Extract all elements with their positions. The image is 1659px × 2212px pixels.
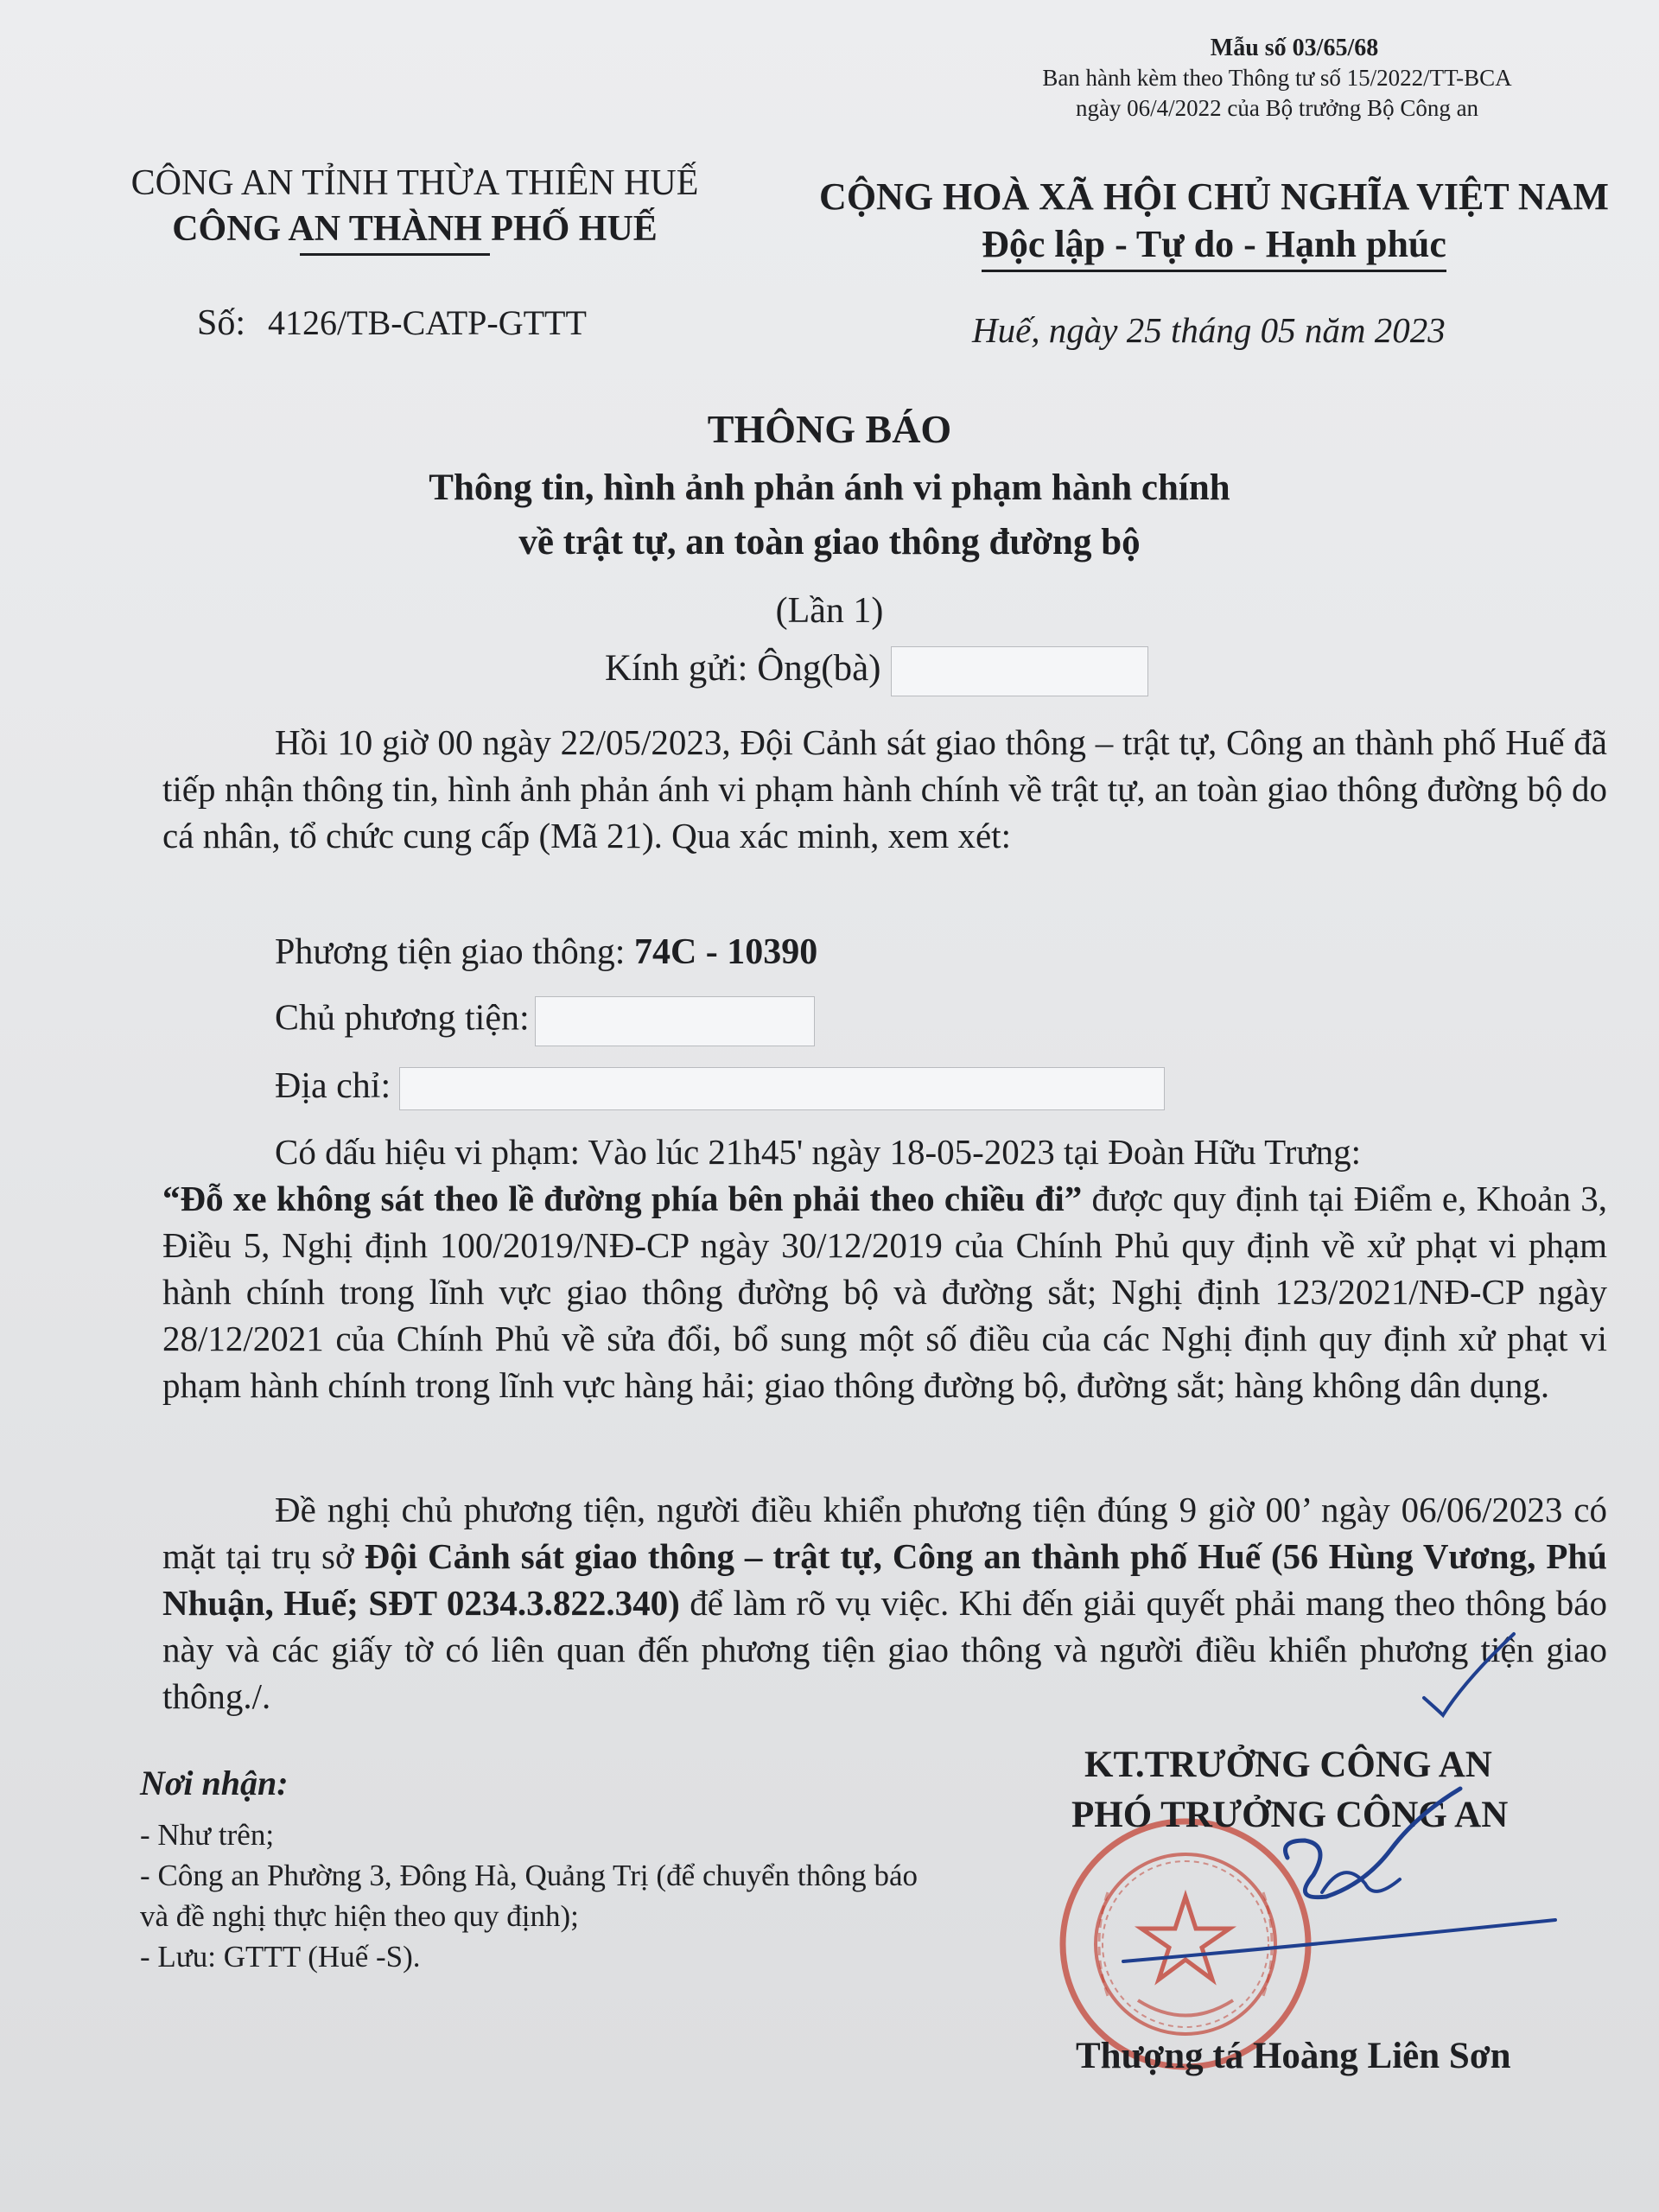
paragraph-violation <box>162 1128 1607 1408</box>
recipients-list <box>140 1815 918 1977</box>
document-number-value: 4126/TB-CATP-GTTT <box>268 303 587 342</box>
paragraph-request <box>162 1486 1607 1719</box>
vehicle-label: Phương tiện giao thông: <box>275 932 626 972</box>
redacted-address-box <box>399 1067 1165 1110</box>
form-number: Mẫu số 03/65/68 <box>1210 35 1379 61</box>
recipient-line <box>605 646 1148 696</box>
document-number <box>197 302 587 344</box>
document-date: Huế, ngày 25 tháng 05 năm 2023 <box>972 310 1446 350</box>
recipients-heading: Nơi nhận: <box>140 1764 289 1802</box>
document-number-label: Số: <box>197 303 246 343</box>
recipient-label: Kính gửi: Ông(bà) <box>605 647 881 689</box>
form-issued-line-2: ngày 06/4/2022 của Bộ trưởng Bộ Công an <box>1075 95 1479 121</box>
request-intro-text: Đề nghị chủ phương tiện, người điều khiển phương tiện đúng 9 giờ 00’ ngày 06/06/2023 có mặt tại trụ sở <box>162 1490 1607 1576</box>
handwritten-signature <box>1106 1780 1573 1996</box>
notice-round: (Lần 1) <box>775 591 884 631</box>
redacted-owner-box <box>535 996 815 1046</box>
paragraph-intake-text: Hồi 10 giờ 00 ngày 22/05/2023, Đội Cảnh sát giao thông – trật tự, Công an thành phố Huế đã tiếp nhận thông tin, hình ảnh phản ánh vi phạm hành chính về trật tự, an toàn giao thông đường bộ do cá nhân, tổ chức cung cấp (Mã 21). Qua xác minh, xem xét: <box>162 722 1607 855</box>
address-line <box>275 1065 1165 1110</box>
owner-line <box>275 996 815 1046</box>
form-number-block <box>975 33 1580 124</box>
recipient-item: - Công an Phường 3, Đông Hà, Quảng Trị (để chuyển thông báo và đề nghị thực hiện theo quy định); <box>140 1859 918 1933</box>
checkmark-icon <box>1417 1629 1521 1724</box>
agency-name: CÔNG AN THÀNH PHỐ HUẾ <box>172 209 658 249</box>
form-issued-line-1: Ban hành kèm theo Thông tư số 15/2022/TT-BCA <box>1042 65 1512 91</box>
national-header <box>804 173 1624 272</box>
issuing-agency-header <box>78 160 752 256</box>
violation-legal-basis: được quy định tại Điểm e, Khoản 3, Điều 5, Nghị định 100/2019/NĐ-CP ngày 30/12/2019 của Chính Phủ quy định về xử phạt vi phạm hành chính trong lĩnh vực giao thông đường bộ và đường sắt; Nghị định 123/2021/NĐ-CP ngày 28/12/2021 của Chính Phủ về sửa đổi, bổ sung một số điều của các Nghị định quy định xử phạt vi phạm hành chính trong lĩnh vực hàng hải; giao thông đường bộ, đường sắt; hàng không dân dụng. <box>162 1179 1607 1405</box>
request-rest: để làm rõ vụ việc. Khi đến giải quyết phải mang theo thông báo này và các giấy tờ có liên quan đến phương tiện giao thông và người điều khiển phương tiện giao thông./. <box>162 1583 1607 1716</box>
address-label: Địa chỉ: <box>275 1066 391 1106</box>
national-name: CỘNG HOÀ XÃ HỘI CHỦ NGHĨA VIỆT NAM <box>819 175 1609 218</box>
agency-parent: CÔNG AN TỈNH THỪA THIÊN HUẾ <box>130 163 699 203</box>
recipient-item: - Lưu: GTTT (Huế -S). <box>140 1940 421 1974</box>
notice-title: THÔNG BÁO <box>707 407 952 451</box>
paragraph-intake <box>162 719 1607 859</box>
agency-underline <box>300 253 490 256</box>
signature-title-2: PHÓ TRƯỞNG CÔNG AN <box>1071 1795 1509 1835</box>
national-motto: Độc lập - Tự do - Hạnh phúc <box>982 221 1446 272</box>
notice-subtitle-1: Thông tin, hình ảnh phản ánh vi phạm hành chính <box>429 467 1230 508</box>
owner-label: Chủ phương tiện: <box>275 998 530 1039</box>
violation-quote: “Đỗ xe không sát theo lề đường phía bên phải theo chiều đi” <box>162 1179 1083 1218</box>
recipient-item: - Như trên; <box>140 1818 275 1852</box>
violation-intro: Có dấu hiệu vi phạm: Vào lúc 21h45' ngày 18-05-2023 tại Đoàn Hữu Trưng: <box>275 1132 1362 1172</box>
signature-title-1: KT.TRƯỞNG CÔNG AN <box>1084 1745 1492 1785</box>
vehicle-line <box>275 931 817 973</box>
request-place: Đội Cảnh sát giao thông – trật tự, Công an thành phố Huế (56 Hùng Vương, Phú Nhuận, Huế; SĐT 0234.3.822.340) <box>162 1536 1607 1623</box>
redacted-recipient-box <box>891 646 1148 696</box>
notice-subtitle-2: về trật tự, an toàn giao thông đường bộ <box>518 522 1141 563</box>
vehicle-plate: 74C - 10390 <box>633 932 818 972</box>
signer-name: Thượng tá Hoàng Liên Sơn <box>1076 2036 1511 2076</box>
